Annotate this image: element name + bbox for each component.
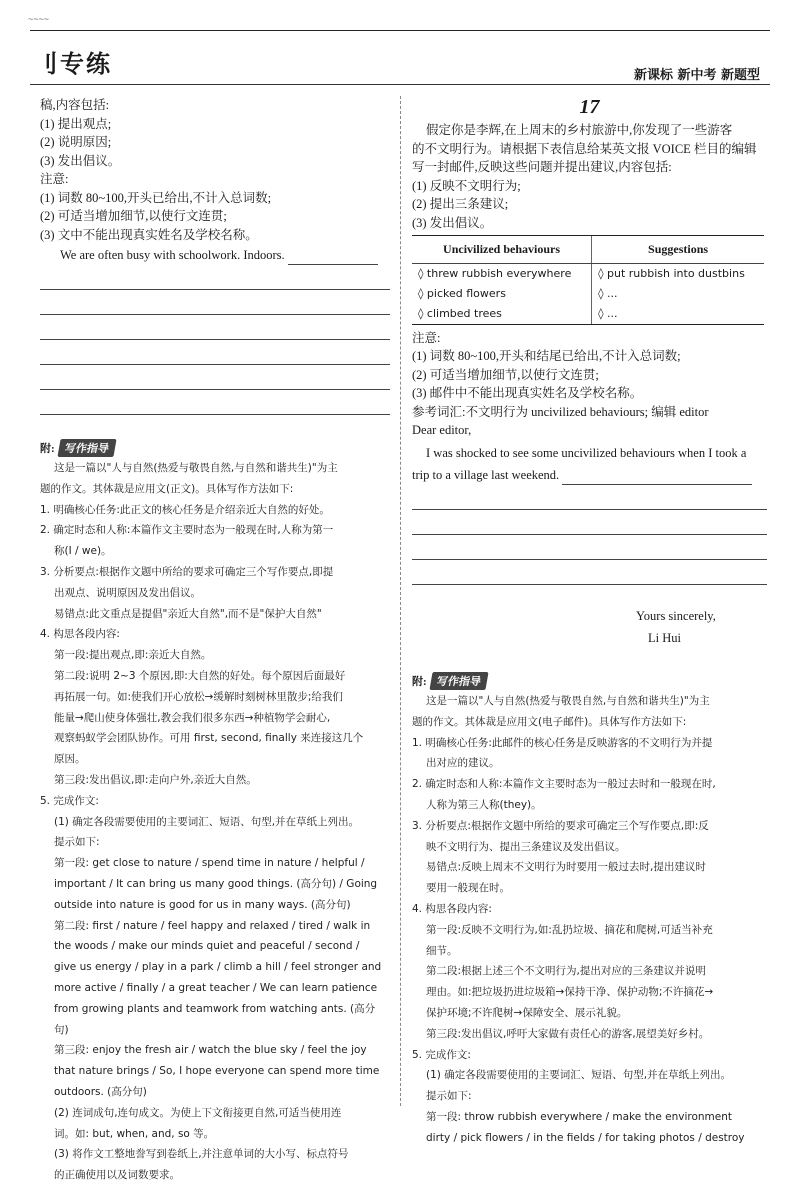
table-header: Suggestions — [592, 236, 764, 264]
guide-line: (2) 连词成句,连句成文。为使上下文衔接更自然,可适当使用连 — [54, 1106, 342, 1119]
guide-line: 映不文明行为、提出三条建议及发出倡议。 — [426, 840, 626, 853]
guide-line: 第三段: enjoy the fresh air / watch the blue sky / feel the joy — [54, 1044, 367, 1057]
guide-line: 第二段:根据上述三个不文明行为,提出对应的三条建议并说明 — [426, 965, 706, 978]
prompt-line: 稿,内容包括: — [40, 98, 110, 112]
corner-mark: ~~~~ — [28, 14, 50, 24]
guide-line: 5. 完成作文: — [40, 794, 99, 807]
guide-line: 的正确使用以及词数要求。 — [54, 1169, 180, 1182]
guide-line: 2. 确定时态和人称:本篇作文主要时态为一般过去时和一般现在时, — [412, 778, 716, 791]
guide-line: 要用一般现在时。 — [426, 882, 510, 895]
guide-line: dirty / pick flowers / in the fields / for taking photos / destroy — [426, 1131, 745, 1144]
guide-line: 原因。 — [54, 753, 86, 766]
prompt-line: (3) 发出倡议。 — [40, 153, 121, 168]
prompt-line: (2) 说明原因; — [40, 135, 112, 149]
guide-line: 保护环境;不许爬树→保障安全、展示礼貌。 — [426, 1006, 628, 1019]
guide-heading — [412, 672, 767, 692]
behaviour-table — [412, 235, 764, 325]
note-line: (3) 邮件中不能出现真实姓名及学校名称。 — [412, 386, 643, 400]
writing-line[interactable] — [562, 470, 752, 485]
table-row — [412, 304, 764, 325]
guide-line: 第三段:发出倡议,呼吁大家做有责任心的游客,展望美好乡村。 — [426, 1027, 710, 1040]
note-line: 注意: — [412, 330, 441, 345]
page-subtitle: 新课标 新中考 新题型 — [633, 68, 760, 83]
writing-line[interactable] — [40, 390, 390, 415]
right-notes — [412, 329, 767, 422]
letter-opening-line: I was shocked to see some uncivilized behaviours when I took a — [426, 445, 747, 460]
guide-line: 这是一篇以"人与自然(热爱与敬畏自然,与自然和谐共生)"为主 — [426, 695, 710, 707]
guide-line: 提示如下: — [54, 836, 100, 849]
writing-line[interactable] — [40, 340, 390, 365]
writing-guide — [412, 691, 767, 1149]
table-row — [412, 263, 764, 284]
note-line: (1) 词数 80~100,开头和结尾已给出,不计入总词数; — [412, 349, 681, 363]
guide-line: 第二段:说明 2~3 个原因,即:大自然的好处。每个原因后面最好 — [54, 669, 346, 682]
guide-line: 这是一篇以"人与自然(热爱与敬畏自然,与自然和谐共生)"为主 — [54, 462, 338, 474]
guide-line: 再拓展一句。如:使我们开心放松→缓解时刻树林里散步;给我们 — [54, 690, 343, 703]
table-row — [412, 284, 764, 304]
header-rule — [30, 30, 770, 31]
signature: Li Hui — [648, 631, 681, 645]
prompt-line: (2) 可适当增加细节,以使行文连贯; — [40, 209, 227, 223]
guide-line: 句) — [54, 1023, 69, 1036]
right-column — [412, 96, 767, 1149]
guide-line: 第一段: throw rubbish everywhere / make the environment — [426, 1110, 732, 1123]
prompt-line: (2) 提出三条建议; — [412, 197, 509, 211]
writing-line[interactable] — [40, 290, 390, 315]
page-title: 刂专练 — [34, 50, 112, 78]
left-prompt — [40, 96, 390, 244]
writing-line[interactable] — [412, 510, 767, 535]
guide-line: 观察蚂蚁学会团队协作。可用 first, second, finally 来连接这几个 — [54, 732, 364, 745]
writing-line[interactable] — [40, 265, 390, 290]
guide-line: 5. 完成作文: — [412, 1048, 471, 1061]
writing-guide-tag: 写作指导 — [57, 439, 116, 457]
writing-guide-tag: 写作指导 — [429, 672, 488, 690]
writing-line[interactable] — [288, 250, 378, 265]
prompt-line: (1) 提出观点; — [40, 116, 112, 131]
column-divider — [400, 96, 401, 1106]
guide-line: the woods / make our minds quiet and peaceful / second / — [54, 940, 360, 953]
writing-line[interactable] — [40, 365, 390, 390]
writing-line[interactable] — [412, 560, 767, 585]
guide-line: (3) 将作文工整地誊写到卷纸上,并注意单词的大小写、标点符号 — [54, 1148, 349, 1161]
guide-line: 3. 分析要点:根据作文题中所给的要求可确定三个写作要点,即提 — [40, 565, 334, 578]
left-column — [40, 96, 390, 1186]
prompt-line: 写一封邮件,反映这些问题并提出建议,内容包括: — [412, 160, 672, 174]
guide-line: 1. 明确核心任务:此邮件的核心任务是反映游客的不文明行为并提 — [412, 736, 713, 749]
writing-guide — [40, 458, 390, 1186]
guide-line: 提示如下: — [426, 1090, 472, 1103]
guide-line: 4. 构思各段内容: — [412, 902, 492, 915]
salutation: Dear editor, — [412, 423, 472, 437]
letter-opening-line — [412, 466, 767, 485]
right-prompt — [412, 121, 767, 232]
guide-line: 题的作文。其体裁是应用文(正文)。具体写作方法如下: — [40, 482, 294, 495]
table-cell: ◊ climbed trees — [412, 304, 592, 325]
guide-line: outside into nature is good for us in many ways. (高分句) — [54, 898, 351, 911]
prompt-line: 假定你是李辉,在上周末的乡村旅游中,你发现了一些游客 — [426, 123, 733, 137]
prompt-line: 注意: — [40, 172, 69, 186]
guide-line: important / It can bring us many good things. (高分句) / Going — [54, 877, 378, 890]
closing: Yours sincerely, — [636, 608, 716, 623]
writing-line[interactable] — [412, 485, 767, 510]
guide-line: 第一段:反映不文明行为,如:乱扔垃圾、摘花和爬树,可适当补充 — [426, 923, 713, 936]
guide-line: 词。如: but, when, and, so 等。 — [54, 1127, 215, 1140]
starter-text: We are often busy with schoolwork. Indoors. — [60, 248, 285, 262]
guide-line: 1. 明确核心任务:此正文的核心任务是介绍亲近大自然的好处。 — [40, 503, 330, 516]
writing-line[interactable] — [40, 315, 390, 340]
guide-line: that nature brings / So, I hope everyone can spend more time — [54, 1065, 380, 1078]
guide-line: 4. 构思各段内容: — [40, 628, 120, 641]
question-number: 17 — [579, 96, 600, 118]
guide-line: 2. 确定时态和人称:本篇作文主要时态为一般现在时,人称为第一 — [40, 524, 334, 537]
guide-line: 称(I / we)。 — [54, 545, 112, 558]
guide-line: 第三段:发出倡议,即:走向户外,亲近大自然。 — [54, 773, 257, 786]
guide-line: 第二段: first / nature / feel happy and relaxed / tired / walk in — [54, 919, 371, 932]
table-cell: ◊ picked flowers — [418, 286, 506, 300]
guide-line: outdoors. (高分句) — [54, 1085, 147, 1098]
guide-line: (1) 确定各段需要使用的主要词汇、短语、句型,并在草纸上列出。 — [54, 815, 360, 828]
note-line: (2) 可适当增加细节,以使行文连贯; — [412, 367, 599, 382]
guide-line: 能量→爬山使身体强壮,教会我们很多东西→种植物学会耐心, — [54, 711, 331, 724]
prompt-line: (1) 反映不文明行为; — [412, 178, 521, 193]
guide-prefix: 附: — [40, 442, 55, 455]
guide-line: (1) 确定各段需要使用的主要词汇、短语、句型,并在草纸上列出。 — [426, 1069, 732, 1082]
table-cell: ◊ ... — [592, 284, 764, 304]
writing-line[interactable] — [412, 535, 767, 560]
header-rule-bottom — [30, 84, 770, 85]
guide-line: 3. 分析要点:根据作文题中所给的要求可确定三个写作要点,即:反 — [412, 819, 709, 832]
essay-starter — [40, 246, 390, 265]
table-header: Uncivilized behaviours — [412, 236, 592, 264]
guide-line: 题的作文。其体裁是应用文(电子邮件)。具体写作方法如下: — [412, 715, 687, 728]
guide-line: give us energy / play in a park / climb a hill / feel stronger and — [54, 961, 382, 974]
guide-heading — [40, 439, 390, 459]
guide-line: 理由。如:把垃圾扔进垃圾箱→保持干净、保护动物;不许摘花→ — [426, 986, 714, 999]
guide-line: 细节。 — [426, 944, 458, 957]
table-header-row — [412, 236, 764, 264]
guide-line: 人称为第三人称(they)。 — [426, 798, 542, 811]
letter-opening-text: trip to a village last weekend. — [412, 468, 560, 482]
prompt-line: (3) 发出倡议。 — [412, 215, 493, 230]
note-line: 参考词汇:不文明行为 uncivilized behaviours; 编辑 editor — [412, 404, 709, 419]
table-cell: ◊ ... — [592, 304, 764, 325]
guide-line: 第一段: get close to nature / spend time in nature / helpful / — [54, 857, 365, 870]
guide-line: 出观点、说明原因及发出倡议。 — [54, 586, 201, 599]
guide-line: 易错点:反映上周末不文明行为时要用一般过去时,提出建议时 — [426, 861, 706, 874]
guide-line: from growing plants and teamwork from watching ants. (高分 — [54, 1002, 376, 1015]
guide-line: 出对应的建议。 — [426, 757, 500, 770]
table-cell: ◊ put rubbish into dustbins — [592, 263, 764, 284]
prompt-line: (1) 词数 80~100,开头已给出,不计入总词数; — [40, 190, 272, 205]
guide-line: 第一段:提出观点,即:亲近大自然。 — [54, 649, 212, 662]
table-cell: ◊ threw rubbish everywhere — [418, 266, 572, 280]
guide-line: 易错点:此文重点是提倡"亲近大自然",而不是"保护大自然" — [54, 607, 322, 620]
guide-prefix: 附: — [412, 675, 427, 688]
guide-line: more active / finally / a great teacher / We can learn patience — [54, 981, 378, 994]
prompt-line: 的不文明行为。请根据下表信息给某英文报 VOICE 栏目的编辑 — [412, 141, 757, 156]
prompt-line: (3) 文中不能出现真实姓名及学校名称。 — [40, 227, 258, 242]
